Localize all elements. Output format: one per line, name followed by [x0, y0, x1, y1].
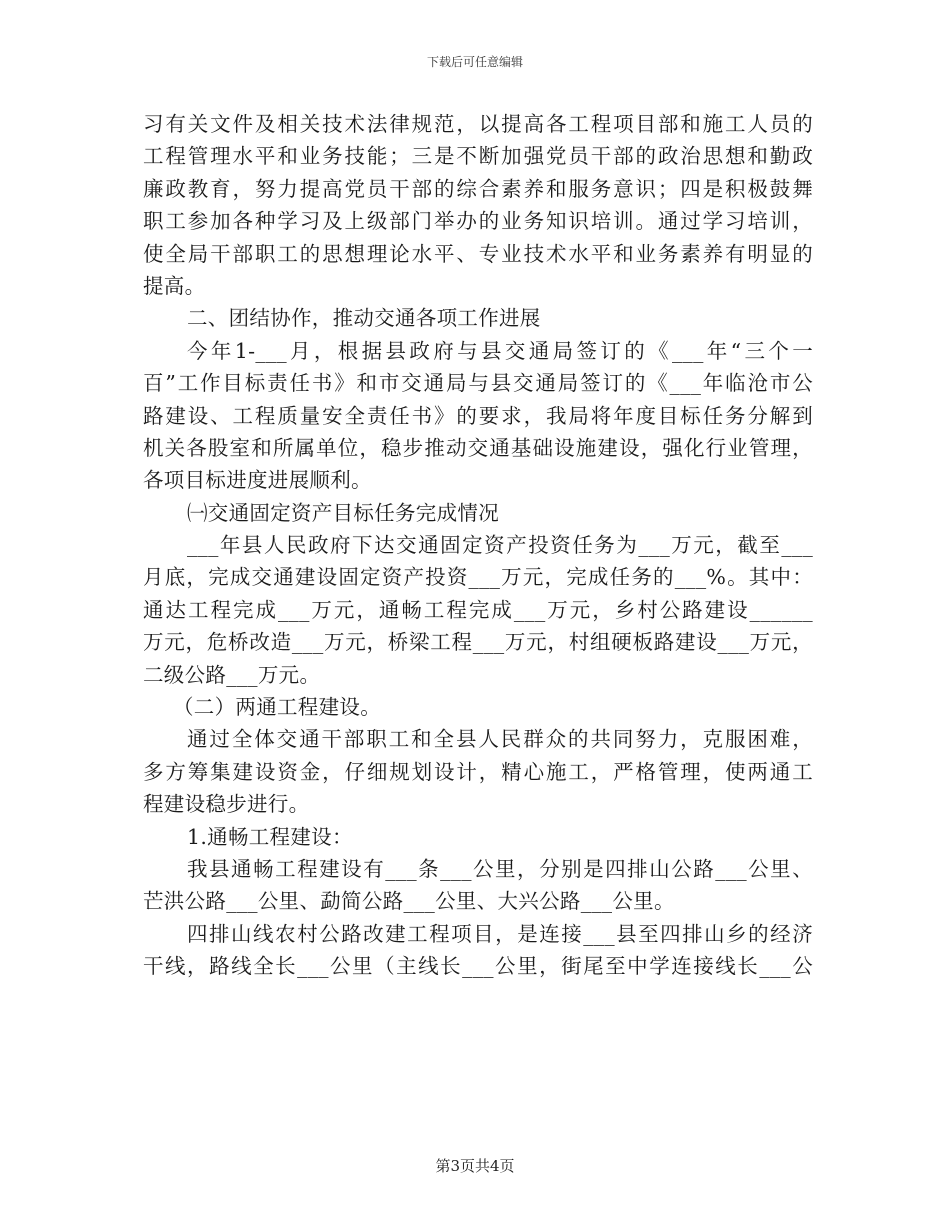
page-footer: 第3页共4页: [435, 1157, 515, 1175]
text-line: 四排山线农村公路改建工程项目，是连接___县至四排山乡的经济: [187, 921, 813, 946]
text-line: 我县通畅工程建设有___条___公里，分别是四排山公路___公里、: [187, 856, 813, 881]
text-line: 多方筹集建设资金，仔细规划设计，精心施工，严格管理，使两通工: [143, 759, 813, 784]
text-line: 各项目标进度进展顺利。: [143, 468, 372, 493]
text-line: 机关各股室和所属单位，稳步推动交通基础设施建设，强化行业管理，: [143, 435, 813, 460]
text-line: 干线，路线全长___公里（主线长___公里，街尾至中学连接线长___公: [143, 954, 813, 979]
text-line: 万元，危桥改造___万元，桥梁工程___万元，村组硬板路建设___万元，: [143, 630, 813, 655]
text-line: 通达工程完成___万元，通畅工程完成___万元，乡村公路建设______: [143, 597, 813, 622]
subsection-heading: （二）两通工程建设。: [173, 695, 381, 720]
item-heading: 1.通畅工程建设：: [187, 824, 353, 849]
text-line: ___年县人民政府下达交通固定资产投资任务为___万元，截至___: [187, 533, 813, 558]
text-line: 程建设稳步进行。: [143, 792, 310, 817]
text-line: 使全局干部职工的思想理论水平、专业技术水平和业务素养有明显的: [143, 241, 813, 266]
section-heading: 二、团结协作，推动交通各项工作进展: [187, 306, 541, 331]
text-line: 提高。: [143, 273, 206, 298]
text-line: 习有关文件及相关技术法律规范，以提高各工程项目部和施工人员的: [143, 112, 813, 136]
text-line: 职工参加各种学习及上级部门举办的业务知识培训。通过学习培训，: [143, 209, 813, 234]
page-header: 下载后可任意编辑: [426, 55, 523, 69]
text-line: 路建设、工程质量安全责任书》的要求，我局将年度目标任务分解到: [143, 403, 813, 428]
text-line: 二级公路___万元。: [143, 662, 321, 687]
subsection-heading: ㈠交通固定资产目标任务完成情况: [187, 500, 499, 525]
text-line: 工程管理水平和业务技能；三是不断加强党员干部的政治思想和勤政: [143, 144, 813, 169]
text-line: 今年1-___月，根据县政府与县交通局签订的《___年“三个一: [187, 338, 813, 363]
text-line: 廉政教育，努力提高党员干部的综合素养和服务意识；四是积极鼓舞: [143, 176, 813, 201]
text-line: 百”工作目标责任书》和市交通局与县交通局签订的《___年临沧市公: [143, 371, 813, 396]
text-line: 芒洪公路___公里、勐简公路___公里、大兴公路___公里。: [143, 889, 675, 914]
text-line: 通过全体交通干部职工和全县人民群众的共同努力，克服困难，: [187, 727, 813, 752]
text-line: 月底，完成交通建设固定资产投资___万元，完成任务的___%。其中：: [143, 565, 813, 590]
document-body: [143, 108, 813, 983]
